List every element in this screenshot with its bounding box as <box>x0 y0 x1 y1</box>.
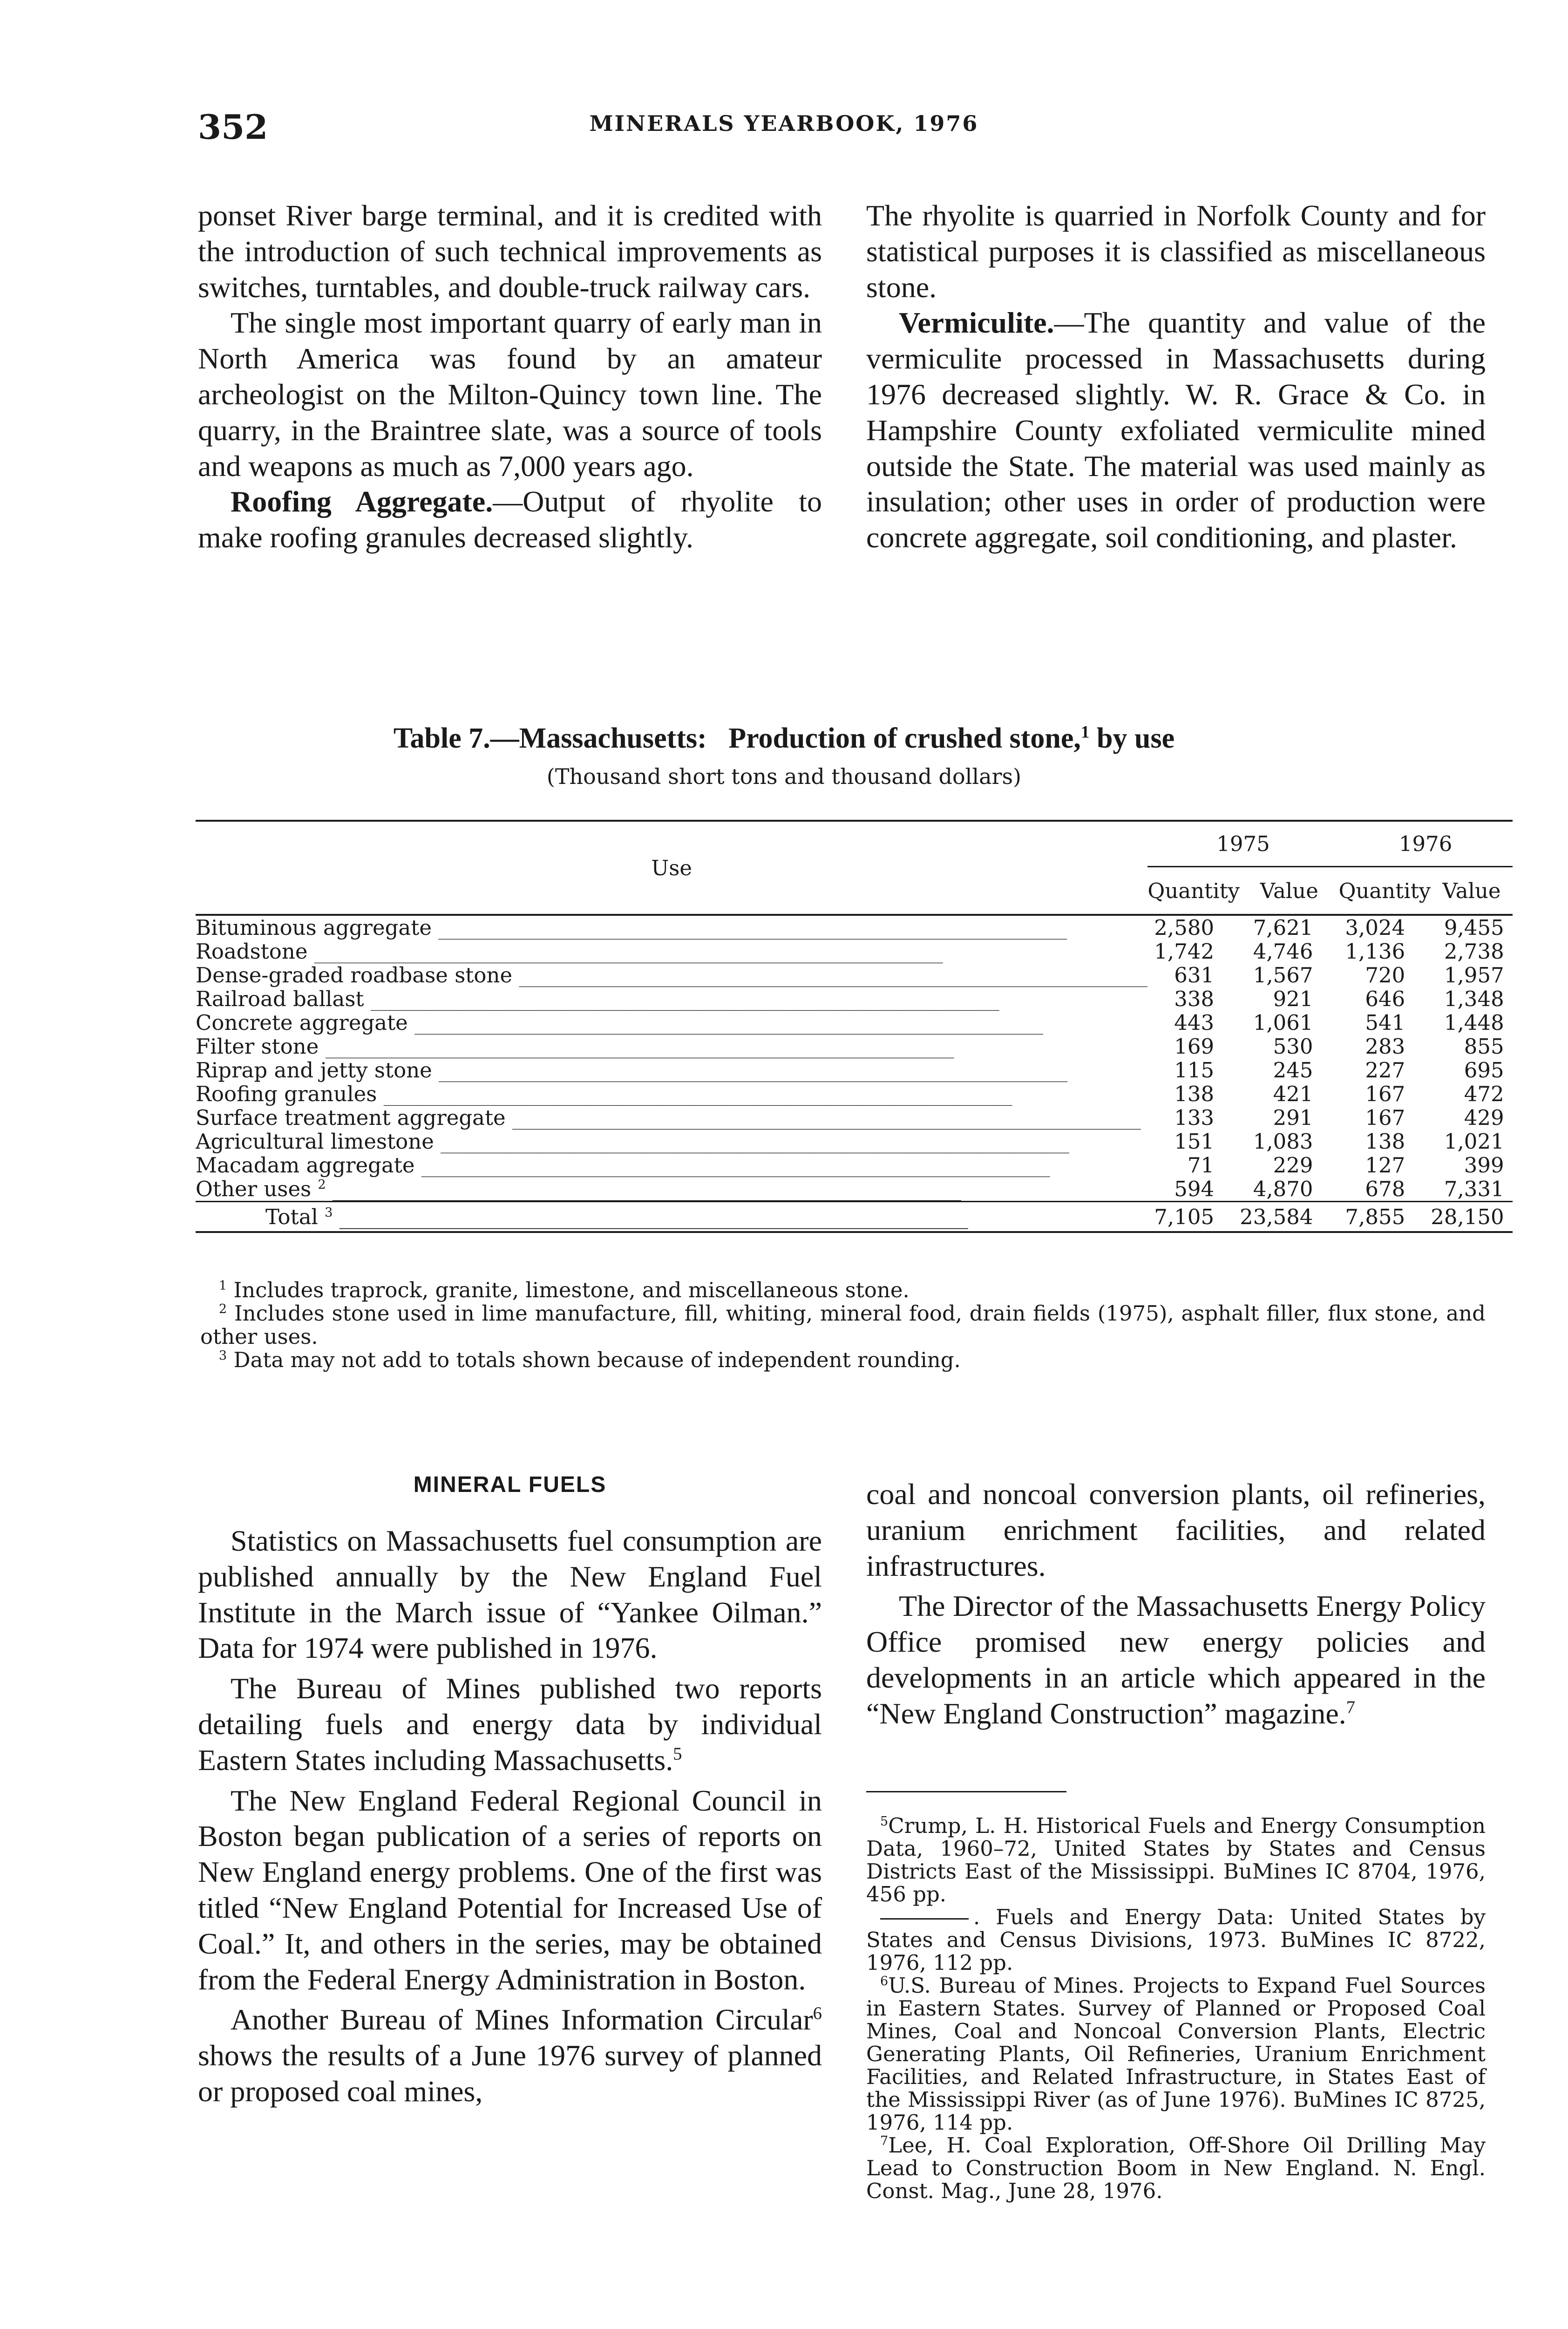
cell-q1976: 3,024 <box>1345 915 1405 940</box>
paragraph-vermiculite <box>866 305 1486 556</box>
paragraph-text: —Output of rhyolite to make roofing granules decreased slightly. <box>198 485 822 554</box>
cell-v1975: 4,870 <box>1253 1177 1313 1201</box>
dot-leader: ____________________________________________________________ <box>512 963 1148 987</box>
run-in-heading: Vermiculite. <box>899 306 1054 340</box>
cell-v1976: 9,455 <box>1444 915 1504 940</box>
dot-leader: ____________________________________________________________ <box>505 1106 1141 1130</box>
use-label: Bituminous aggregate <box>196 915 432 940</box>
top-right-column <box>866 198 1486 556</box>
cell-q1975: 7,105 <box>1147 1202 1240 1233</box>
table-footnote <box>200 1348 1486 1372</box>
page-footnote <box>866 2134 1486 2202</box>
bottom-left-column <box>198 1523 822 2110</box>
footnote-text: Includes stone used in lime manufacture, fill, whiting, mineral food, drain fields (1975), asphalt filler, flux stone, and other uses. <box>200 1301 1486 1349</box>
column-header-quantity: Quantity <box>1147 867 1240 915</box>
cell-q1976: 227 <box>1365 1058 1405 1083</box>
table-row <box>196 987 1513 1011</box>
cell-q1975: 594 <box>1174 1177 1215 1201</box>
cell-q1976: 541 <box>1365 1010 1405 1035</box>
cell-q1975: 2,580 <box>1154 915 1215 940</box>
cell-v1976: 472 <box>1464 1082 1504 1106</box>
table-row <box>196 1082 1513 1106</box>
cell-q1976: 7,855 <box>1339 1202 1431 1233</box>
cell-q1975: 138 <box>1174 1082 1215 1106</box>
table-caption: Production of crushed stone, <box>728 722 1081 754</box>
dot-leader: ____________________________________________________________ <box>326 1177 962 1201</box>
top-left-column <box>198 198 822 556</box>
cell-v1975: 229 <box>1273 1153 1313 1178</box>
paragraph-text: The single most important quarry of early man in North America was found by an amateur archeologist on the Milton-Quincy town line. The quarry, in the Braintree slate, was a source of tools and weapons as much as 7,000 years ago. <box>198 306 822 483</box>
cell-v1976: 28,150 <box>1431 1202 1512 1233</box>
use-label: Railroad ballast <box>196 987 364 1011</box>
table-number: Table 7.—Massachusetts: <box>393 722 707 754</box>
footnote-mark: 5 <box>880 1814 889 1829</box>
cell-q1975: 71 <box>1187 1153 1215 1178</box>
table-row <box>196 1035 1513 1058</box>
dot-leader: ____________________________________________________________ <box>414 1153 1050 1177</box>
cell-q1976: 127 <box>1365 1153 1405 1178</box>
dot-leader: ____________________________________________________________ <box>333 1204 968 1229</box>
cell-q1976: 720 <box>1365 963 1405 987</box>
cell-v1976: 429 <box>1464 1105 1504 1130</box>
use-label: Roofing granules <box>196 1082 377 1106</box>
footnote-ref: 3 <box>325 1205 333 1220</box>
page-footnote <box>866 1906 1486 1974</box>
use-label: Filter stone <box>196 1035 319 1058</box>
ditto-rule <box>880 1918 969 1920</box>
use-label: Riprap and jetty stone <box>196 1058 432 1082</box>
cell-v1975: 291 <box>1273 1105 1313 1130</box>
cell-v1976: 2,738 <box>1444 939 1504 964</box>
column-header-value: Value <box>1431 867 1512 915</box>
footnote-mark: 3 <box>219 1348 227 1363</box>
cell-use <box>196 915 1147 940</box>
cell-v1975: 23,584 <box>1240 1202 1338 1233</box>
table-row <box>196 915 1513 940</box>
table-total-row <box>196 1202 1513 1233</box>
cell-q1975: 151 <box>1174 1129 1215 1154</box>
cell-v1976: 1,448 <box>1444 1010 1504 1035</box>
dot-leader: ____________________________________________________________ <box>319 1035 954 1058</box>
table-row <box>196 1106 1513 1130</box>
footnote-text: U.S. Bureau of Mines. Projects to Expand Fuel Sources in Eastern States. Survey of Planned or Proposed Coal Mines, Coal and Noncoal Conversion Plants, Electric Generating Plants, Oil Refineries, Uranium Enrichment Facilities, and Related Infrastructure, in States East of the Mississippi River (as of June 1976). BuMines IC 8725, 1976, 114 pp. <box>866 1973 1486 2135</box>
dot-leader: ____________________________________________________________ <box>434 1130 1070 1153</box>
table-title <box>0 722 1568 755</box>
footnote-text: . Fuels and Energy Data: United States by States and Census Divisions, 1973. BuMines IC 8722, 1976, 112 pp. <box>866 1905 1486 1975</box>
paragraph-text: —The quantity and value of the vermiculite processed in Massachusetts during 1976 decreased slightly. W. R. Grace & Co. in Hampshire County exfoliated vermiculite mined outside the State. The material was used mainly as insulation; other uses in order of production were concrete aggregate, soil conditioning, and plaster. <box>866 306 1486 554</box>
cell-use <box>196 1011 1147 1035</box>
running-head: MINERALS YEARBOOK, 1976 <box>589 111 979 136</box>
use-label: Concrete aggregate <box>196 1011 408 1035</box>
cell-use <box>196 1153 1147 1177</box>
dot-leader: ____________________________________________________________ <box>431 915 1067 940</box>
dot-leader: ____________________________________________________________ <box>432 1058 1068 1082</box>
column-header-use: Use <box>196 821 1147 915</box>
column-header-quantity: Quantity <box>1339 867 1431 915</box>
table-footnotes <box>200 1279 1486 1372</box>
cell-q1976: 678 <box>1365 1177 1405 1201</box>
cell-q1976: 1,136 <box>1345 939 1405 964</box>
dot-leader: ____________________________________________________________ <box>377 1082 1012 1106</box>
paragraph-text: The Bureau of Mines published two reports detailing fuels and energy data by individual Eastern States including Massachusetts. <box>198 1672 822 1777</box>
cell-use <box>196 940 1147 963</box>
cell-v1975: 245 <box>1273 1058 1313 1083</box>
page-number: 352 <box>198 107 268 147</box>
cell-v1976: 1,957 <box>1444 963 1504 987</box>
dot-leader: ____________________________________________________________ <box>307 940 943 963</box>
crushed-stone-table <box>196 820 1504 1233</box>
page-footnotes <box>866 1814 1486 2202</box>
paragraph-roofing-aggregate <box>198 484 822 556</box>
table-body <box>196 915 1513 1232</box>
paragraph-text: Another Bureau of Mines Information Circular <box>231 2003 813 2036</box>
cell-v1975: 4,746 <box>1253 939 1313 964</box>
section-heading-mineral-fuels: MINERAL FUELS <box>413 1472 607 1497</box>
dot-leader: ____________________________________________________________ <box>364 987 999 1011</box>
cell-q1976: 283 <box>1365 1034 1405 1059</box>
cell-v1976: 1,021 <box>1444 1129 1504 1154</box>
cell-use <box>196 1082 1147 1106</box>
footnote-ref: 7 <box>1346 1697 1355 1717</box>
table-footnote <box>200 1302 1486 1348</box>
bottom-right-column <box>866 1477 1486 1732</box>
footnote-mark: 6 <box>880 1974 889 1989</box>
footnote-mark: 7 <box>880 2134 889 2148</box>
dot-leader: ____________________________________________________________ <box>407 1011 1044 1035</box>
cell-v1975: 1,083 <box>1253 1129 1313 1154</box>
cell-use <box>196 987 1147 1011</box>
footnote-text: Lee, H. Coal Exploration, Off-Shore Oil Drilling May Lead to Construction Boom in New England. N. Engl. Const. Mag., June 28, 1976. <box>866 2133 1486 2203</box>
cell-q1976: 646 <box>1365 987 1405 1011</box>
footnote-ref: 1 <box>1080 722 1090 742</box>
cell-q1975: 631 <box>1174 963 1215 987</box>
cell-v1976: 1,348 <box>1444 987 1504 1011</box>
table-row <box>196 940 1513 963</box>
cell-v1976: 7,331 <box>1444 1177 1504 1201</box>
cell-v1976: 399 <box>1464 1153 1504 1178</box>
footnote-ref: 2 <box>318 1178 326 1192</box>
table-units: (Thousand short tons and thousand dollars) <box>546 764 1022 789</box>
page-footnote <box>866 1974 1486 2134</box>
cell-use <box>196 1202 1147 1233</box>
use-label: Macadam aggregate <box>196 1153 415 1177</box>
cell-v1976: 695 <box>1464 1058 1504 1083</box>
cell-q1976: 138 <box>1365 1129 1405 1154</box>
table-row <box>196 1177 1513 1202</box>
cell-use <box>196 1106 1147 1130</box>
cell-q1975: 1,742 <box>1154 939 1215 964</box>
cell-q1975: 133 <box>1174 1105 1215 1130</box>
cell-q1975: 115 <box>1174 1058 1215 1083</box>
cell-v1975: 421 <box>1273 1082 1313 1106</box>
footnote-ref: 5 <box>673 1744 682 1764</box>
table-caption-end: by use <box>1089 722 1175 754</box>
footnote-text: Crump, L. H. Historical Fuels and Energy Consumption Data, 1960–72, United States by States and Census Districts East of the Mississippi. BuMines IC 8704, 1976, 456 pp. <box>866 1813 1486 1907</box>
paragraph <box>198 305 822 484</box>
use-label: Agricultural limestone <box>196 1130 434 1153</box>
page-footnote <box>866 1814 1486 1906</box>
footnote-text: Data may not add to totals shown because of independent rounding. <box>233 1348 961 1372</box>
paragraph <box>866 1588 1486 1731</box>
use-label: Surface treatment aggregate <box>196 1106 506 1130</box>
footnote-divider <box>866 1791 1066 1792</box>
footnote-mark: 2 <box>219 1302 227 1316</box>
cell-q1975: 169 <box>1174 1034 1215 1059</box>
paragraph: Statistics on Massachusetts fuel consumption are published annually by the New England Fuel Institute in the March issue of “Yankee Oilman.” Data for 1974 were published in 1976. <box>198 1524 822 1665</box>
paragraph-text: The Director of the Massachusetts Energy Policy Office promised new energy policies and developments in an article which appeared in the “New England Construction” magazine. <box>866 1589 1486 1730</box>
cell-v1975: 1,567 <box>1253 963 1313 987</box>
run-in-heading: Roofing Aggregate. <box>231 485 493 518</box>
use-label: Other uses <box>196 1177 312 1201</box>
paragraph: The New England Federal Regional Council in Boston began publication of a series of reports on New England energy problems. One of the first was titled “New England Potential for Increased Use of Coal.” It, and others in the series, may be obtained from the Federal Energy Administration in Boston. <box>198 1784 822 1996</box>
cell-v1975: 530 <box>1273 1034 1313 1059</box>
paragraph <box>198 2002 822 2109</box>
footnote-ref: 6 <box>813 2004 822 2024</box>
column-header-year-1976: 1976 <box>1339 821 1513 867</box>
paragraph: ponset River barge terminal, and it is credited with the introduction of such technical improvements as switches, turntables, and double-truck railway cars. <box>198 199 822 304</box>
cell-q1975: 443 <box>1174 1010 1215 1035</box>
cell-v1975: 1,061 <box>1253 1010 1313 1035</box>
table-footnote <box>200 1279 1486 1302</box>
cell-q1975: 338 <box>1174 987 1215 1011</box>
paragraph-text: shows the results of a June 1976 survey of planned or proposed coal mines, <box>198 2039 822 2108</box>
cell-use <box>196 1058 1147 1082</box>
table-row <box>196 1011 1513 1035</box>
use-label: Total <box>265 1204 318 1229</box>
use-label: Dense-graded roadbase stone <box>196 963 513 987</box>
cell-q1976: 167 <box>1365 1082 1405 1106</box>
table-row <box>196 1153 1513 1177</box>
cell-q1976: 167 <box>1365 1105 1405 1130</box>
cell-use <box>196 963 1147 987</box>
cell-v1975: 7,621 <box>1253 915 1313 940</box>
cell-use <box>196 1177 1147 1202</box>
paragraph <box>198 1671 822 1778</box>
cell-use <box>196 1035 1147 1058</box>
paragraph: coal and noncoal conversion plants, oil refineries, uranium enrichment facilities, and related infrastructures. <box>866 1478 1486 1582</box>
cell-v1976: 855 <box>1464 1034 1504 1059</box>
footnote-mark: 1 <box>219 1279 227 1293</box>
use-label: Roadstone <box>196 940 308 963</box>
paragraph: The rhyolite is quarried in Norfolk County and for statistical purposes it is classified as miscellaneous stone. <box>866 199 1486 304</box>
column-header-value: Value <box>1240 867 1338 915</box>
footnote-text: Includes traprock, granite, limestone, and miscellaneous stone. <box>233 1278 910 1302</box>
table-row <box>196 963 1513 987</box>
column-header-year-1975: 1975 <box>1147 821 1338 867</box>
table-row <box>196 1058 1513 1082</box>
cell-v1975: 921 <box>1273 987 1313 1011</box>
table-row <box>196 1130 1513 1153</box>
cell-use <box>196 1130 1147 1153</box>
